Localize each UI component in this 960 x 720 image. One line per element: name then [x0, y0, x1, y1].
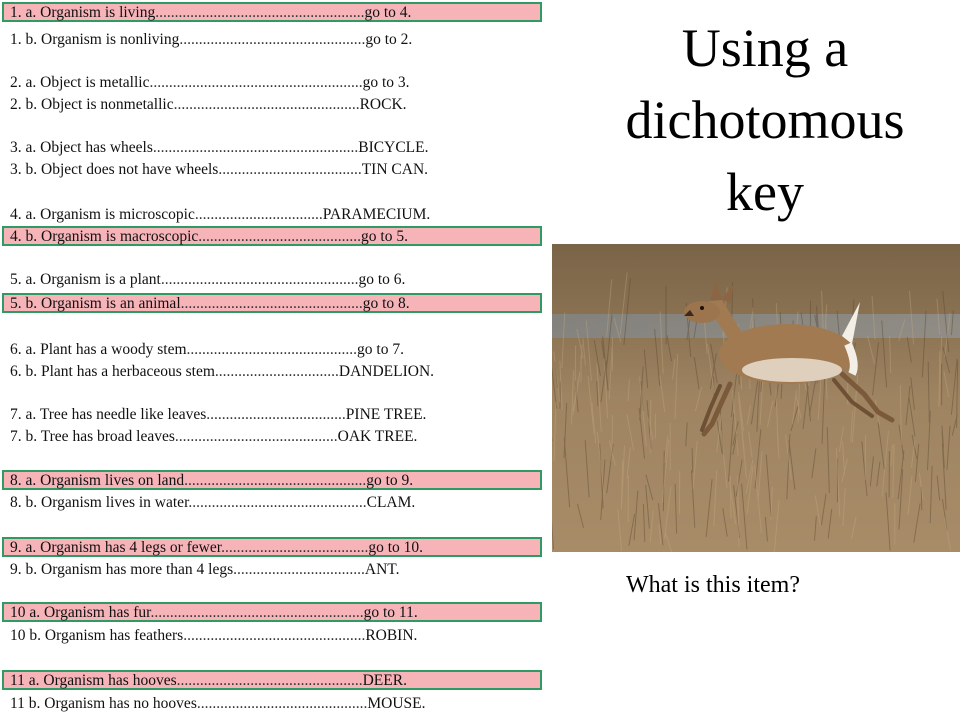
key-statement: 9. a. Organism has 4 legs or fewer	[10, 539, 222, 556]
key-line	[10, 138, 555, 158]
key-line	[10, 340, 555, 360]
key-statement: 4. a. Organism is microscopic	[10, 206, 195, 223]
key-statement: 7. b. Tree has broad leaves	[10, 428, 175, 445]
key-result: BICYCLE.	[358, 139, 429, 156]
key-statement: 2. a. Object is metallic	[10, 74, 150, 91]
slide-title	[580, 12, 950, 228]
key-result: go to 3.	[362, 74, 410, 91]
key-leader-dots: ................................................	[179, 31, 366, 48]
key-statement: 5. a. Organism is a plant	[10, 271, 161, 288]
key-statement: 11 b. Organism has no hooves	[10, 695, 197, 712]
key-leader-dots: ..........................................	[198, 228, 362, 245]
key-result: go to 4.	[364, 4, 412, 21]
key-line	[10, 603, 555, 623]
key-statement: 10 a. Organism has fur	[10, 604, 151, 621]
key-result: go to 7.	[357, 341, 404, 358]
key-leader-dots: ............................................	[186, 341, 358, 358]
key-leader-dots: .......................................................	[149, 74, 363, 91]
key-line	[10, 427, 555, 447]
key-result: go to 9.	[366, 472, 414, 489]
key-result: go to 10.	[368, 539, 424, 556]
key-leader-dots: ...............................................	[183, 627, 366, 644]
key-leader-dots: ..................................	[233, 561, 365, 578]
key-result: ROCK.	[359, 96, 407, 113]
key-leader-dots: .......................................................	[150, 604, 364, 621]
key-result: go to 2.	[365, 31, 413, 48]
key-result: DEER.	[362, 672, 407, 689]
key-leader-dots: ............................................	[196, 695, 368, 712]
title-line-3: key	[726, 162, 804, 222]
key-line	[10, 471, 555, 491]
key-result: go to 11.	[363, 604, 418, 621]
key-result: TIN CAN.	[361, 161, 429, 178]
key-line	[10, 560, 555, 580]
key-statement: 6. b. Plant has a herbaceous stem	[10, 363, 215, 380]
key-leader-dots: .................................	[194, 206, 323, 223]
key-statement: 7. a. Tree has needle like leaves	[10, 406, 207, 423]
key-leader-dots: ................................................	[176, 672, 363, 689]
key-leader-dots: ...............................................	[180, 295, 363, 312]
key-leader-dots: ..............................................	[188, 494, 367, 511]
key-result: PINE TREE.	[345, 406, 427, 423]
key-result: go to 8.	[362, 295, 410, 312]
key-statement: 4. b. Organism is macroscopic	[10, 228, 199, 245]
key-result: go to 5.	[361, 228, 408, 245]
key-leader-dots: ....................................	[206, 406, 346, 423]
key-line	[10, 95, 555, 115]
key-statement: 5. b. Organism is an animal	[10, 295, 181, 312]
key-line	[10, 493, 555, 513]
key-line	[10, 294, 555, 314]
key-statement: 2. b. Object is nonmetallic	[10, 96, 174, 113]
question-text: What is this item?	[626, 572, 800, 598]
key-line	[10, 694, 555, 714]
key-result: CLAM.	[366, 494, 416, 511]
key-leader-dots: .....................................	[218, 161, 362, 178]
key-leader-dots: ..........................................	[174, 428, 338, 445]
key-line	[10, 205, 555, 225]
key-leader-dots: ................................................	[173, 96, 360, 113]
key-result: DANDELION.	[338, 363, 435, 380]
title-line-2: dichotomous	[625, 90, 905, 150]
deer-illustration	[552, 244, 960, 552]
title-line-1: Using a	[681, 18, 849, 78]
key-leader-dots: ......................................................	[155, 4, 365, 21]
key-result: MOUSE.	[367, 695, 426, 712]
key-statement: 3. b. Object does not have wheels	[10, 161, 219, 178]
key-line	[10, 3, 555, 23]
key-line	[10, 538, 555, 558]
key-line	[10, 626, 555, 646]
key-result: OAK TREE.	[337, 428, 418, 445]
key-line	[10, 227, 555, 247]
deer-photo	[552, 244, 960, 552]
key-result: ANT.	[364, 561, 400, 578]
key-result: go to 6.	[358, 271, 406, 288]
key-statement: 3. a. Object has wheels	[10, 139, 153, 156]
key-result: ROBIN.	[365, 627, 418, 644]
key-line	[10, 671, 555, 691]
key-line	[10, 270, 555, 290]
key-line	[10, 362, 555, 382]
key-statement: 8. a. Organism lives on land	[10, 472, 185, 489]
key-leader-dots: ...............................................	[184, 472, 367, 489]
key-leader-dots: ................................	[214, 363, 339, 380]
key-statement: 9. b. Organism has more than 4 legs	[10, 561, 234, 578]
key-statement: 1. a. Organism is living	[10, 4, 156, 21]
key-statement: 1. b. Organism is nonliving	[10, 31, 180, 48]
key-line	[10, 30, 555, 50]
key-line	[10, 73, 555, 93]
key-leader-dots: .....................................................	[152, 139, 359, 156]
key-statement: 11 a. Organism has hooves	[10, 672, 177, 689]
key-leader-dots: ...................................................	[160, 271, 359, 288]
key-statement: 10 b. Organism has feathers	[10, 627, 184, 644]
key-result: PARAMECIUM.	[322, 206, 431, 223]
key-leader-dots: ......................................	[221, 539, 369, 556]
key-line	[10, 405, 555, 425]
key-statement: 6. a. Plant has a woody stem	[10, 341, 187, 358]
key-line	[10, 160, 555, 180]
key-statement: 8. b. Organism lives in water	[10, 494, 189, 511]
